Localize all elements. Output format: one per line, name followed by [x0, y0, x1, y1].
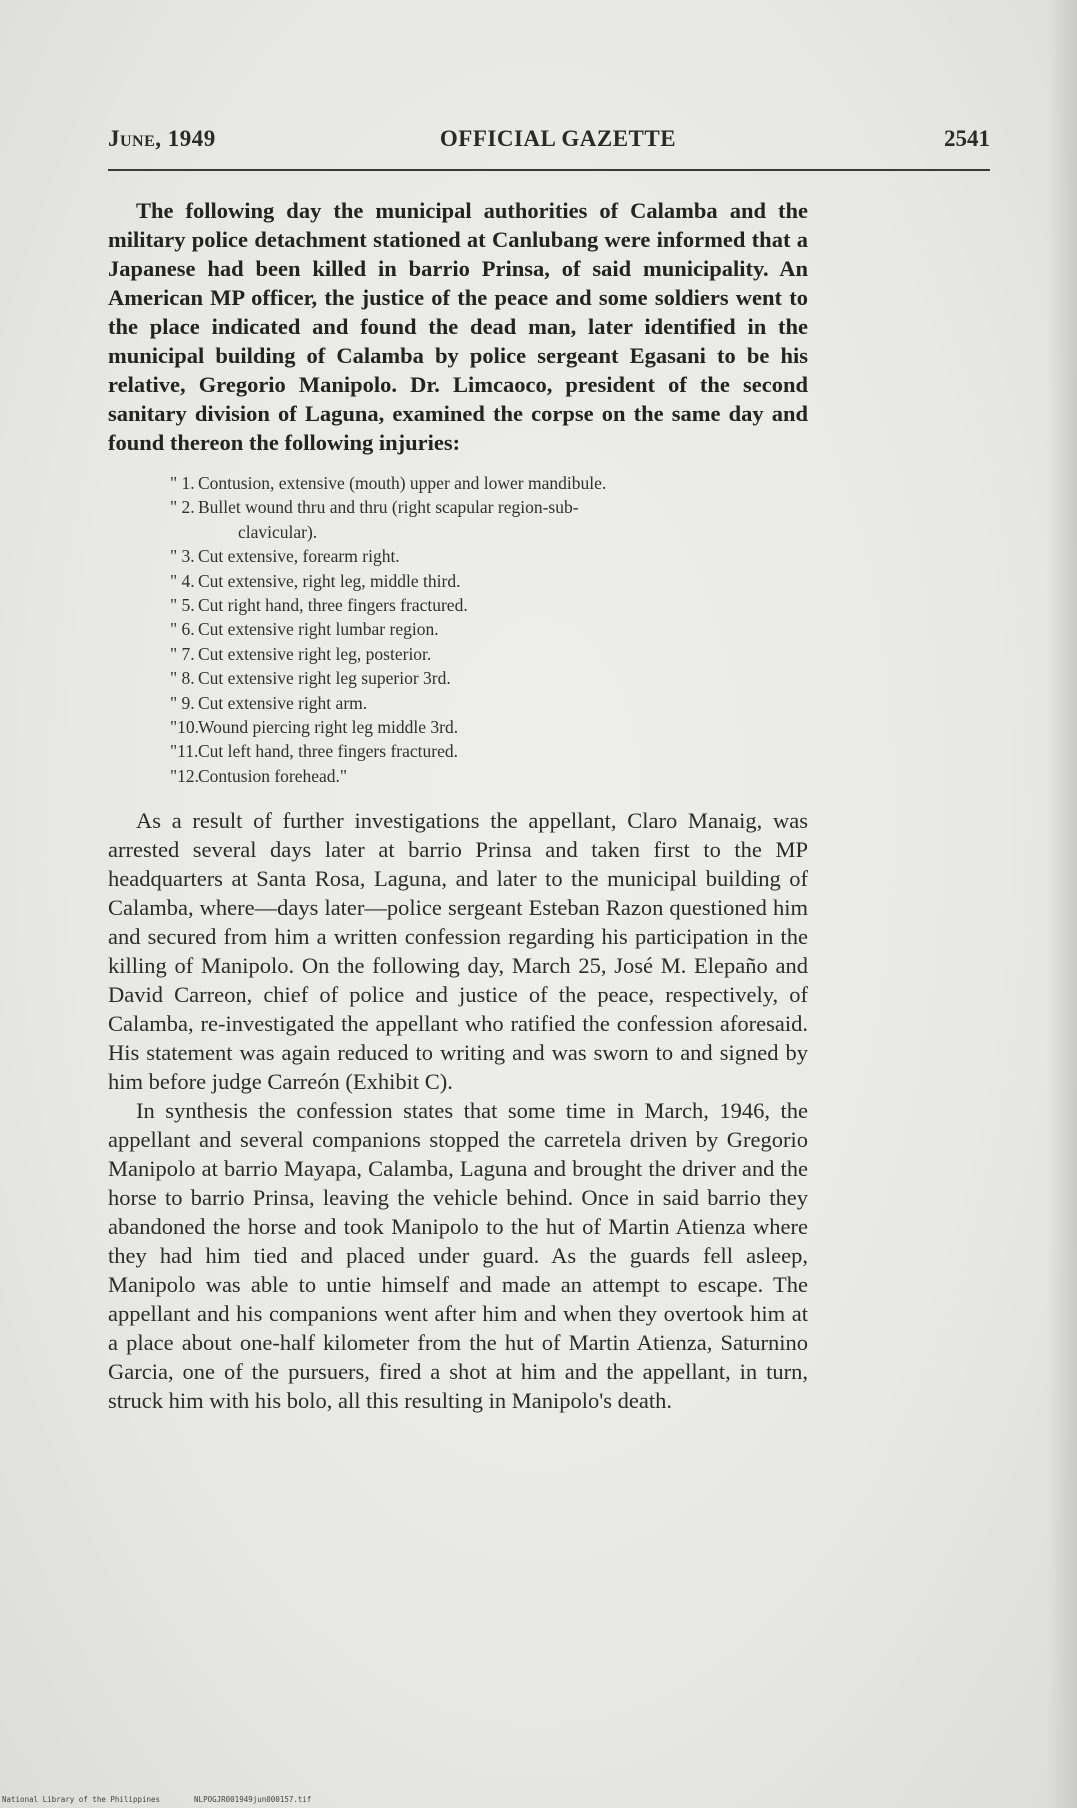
- injury-item: [108, 691, 808, 715]
- injury-text: Cut extensive right leg superior 3rd.: [198, 668, 451, 689]
- header-date: June, 1949: [108, 126, 216, 151]
- injury-text: Cut extensive right arm.: [198, 692, 368, 713]
- injury-number: " 5.: [170, 595, 195, 616]
- header-rule: [108, 169, 990, 171]
- footer-library: National Library of the Philippines: [2, 1795, 161, 1804]
- page-edge-shadow: [1047, 0, 1077, 1808]
- header-publication: OFFICIAL GAZETTE: [439, 126, 677, 151]
- injury-item: [108, 544, 808, 568]
- injury-number: "11.: [170, 741, 199, 762]
- injury-text: Cut left hand, three fingers fractured.: [198, 741, 458, 762]
- injury-item: [108, 715, 808, 739]
- injury-number: " 1.: [170, 473, 195, 493]
- injury-text: Contusion, extensive (mouth) upper and lower mandibule.: [198, 473, 607, 493]
- running-header: [108, 126, 990, 160]
- injury-item: [108, 569, 808, 593]
- injury-list: [108, 471, 808, 788]
- injury-number: " 9.: [170, 692, 195, 713]
- injury-text: Cut extensive right lumbar region.: [198, 619, 439, 640]
- injury-item: [108, 593, 808, 617]
- injury-text: Contusion forehead.": [198, 765, 348, 786]
- injury-text: Cut extensive, forearm right.: [198, 546, 400, 567]
- injury-number: " 6.: [170, 619, 195, 640]
- injury-text: Bullet wound thru and thru (right scapular region-sub-: [198, 497, 579, 518]
- injury-number: " 3.: [170, 546, 195, 567]
- header-page-number: 2541: [944, 126, 990, 151]
- injury-text-continuation: clavicular).: [238, 521, 318, 542]
- injury-text: Cut right hand, three fingers fractured.: [198, 595, 468, 616]
- injury-item: [108, 617, 808, 641]
- injury-item: [108, 642, 808, 666]
- injury-number: " 8.: [170, 668, 195, 689]
- document-body: [108, 196, 808, 1415]
- injury-number: " 2.: [170, 497, 195, 518]
- paragraph: The following day the municipal authorities of Calamba and the military police detachment stationed at Canlubang were informed that a Japanese had been killed in barrio Prinsa, of said municipality. An American MP officer, the justice of the peace and some soldiers went to the place indicated and found the dead man, later identified in the municipal building of Calamba by police sergeant Egasani to be his relative, Gregorio Manipolo. Dr. Limcaoco, president of the second sanitary division of Laguna, examined the corpse on the same day and found thereon the following injuries:: [108, 198, 808, 455]
- injury-number: " 7.: [170, 643, 195, 664]
- scan-footer: [2, 1795, 345, 1804]
- injury-item: [108, 495, 808, 544]
- injury-item: [108, 764, 808, 788]
- injury-item: [108, 666, 808, 690]
- footer-filename: NLPOGJR001949jun000157.tif: [194, 1795, 312, 1804]
- paragraph: In synthesis the confession states that some time in March, 1946, the appellant and several companions stopped the carretela driven by Gregorio Manipolo at barrio Mayapa, Calamba, Laguna and brought the driver and the horse to barrio Prinsa, leaving the vehicle behind. Once in said barrio they abandoned the horse and took Manipolo to the hut of Martin Atienza where they had him tied and placed under guard. As the guards fell asleep, Manipolo was able to untie himself and made an attempt to escape. The appellant and his companions went after him and when they overtook him at a place about one-half kilometer from the hut of Martin Atienza, Saturnino Garcia, one of the pursuers, fired a shot at him and the appellant, in turn, struck him with his bolo, all this resulting in Manipolo's death.: [108, 1098, 808, 1414]
- injury-item: [108, 739, 808, 763]
- injury-text: Wound piercing right leg middle 3rd.: [198, 717, 459, 738]
- injury-text: Cut extensive, right leg, middle third.: [198, 570, 461, 591]
- injury-number: " 4.: [170, 570, 195, 591]
- paragraph: As a result of further investigations the appellant, Claro Manaig, was arrested several days later at barrio Prinsa and taken first to the MP headquarters at Santa Rosa, Laguna, and later to the municipal building of Calamba, where—days later—police sergeant Esteban Razon questioned him and secured from him a written confession regarding his participation in the killing of Manipolo. On the following day, March 25, José M. Elepaño and David Carreon, chief of police and justice of the peace, respectively, of Calamba, re-investigated the appellant who ratified the confession aforesaid. His statement was again reduced to writing and was sworn to and signed by him before judge Carreón (Exhibit C).: [108, 808, 808, 1095]
- injury-number: "12.: [170, 765, 200, 786]
- injury-item: [108, 471, 808, 495]
- injury-number: "10.: [170, 717, 200, 738]
- injury-text: Cut extensive right leg, posterior.: [198, 643, 432, 664]
